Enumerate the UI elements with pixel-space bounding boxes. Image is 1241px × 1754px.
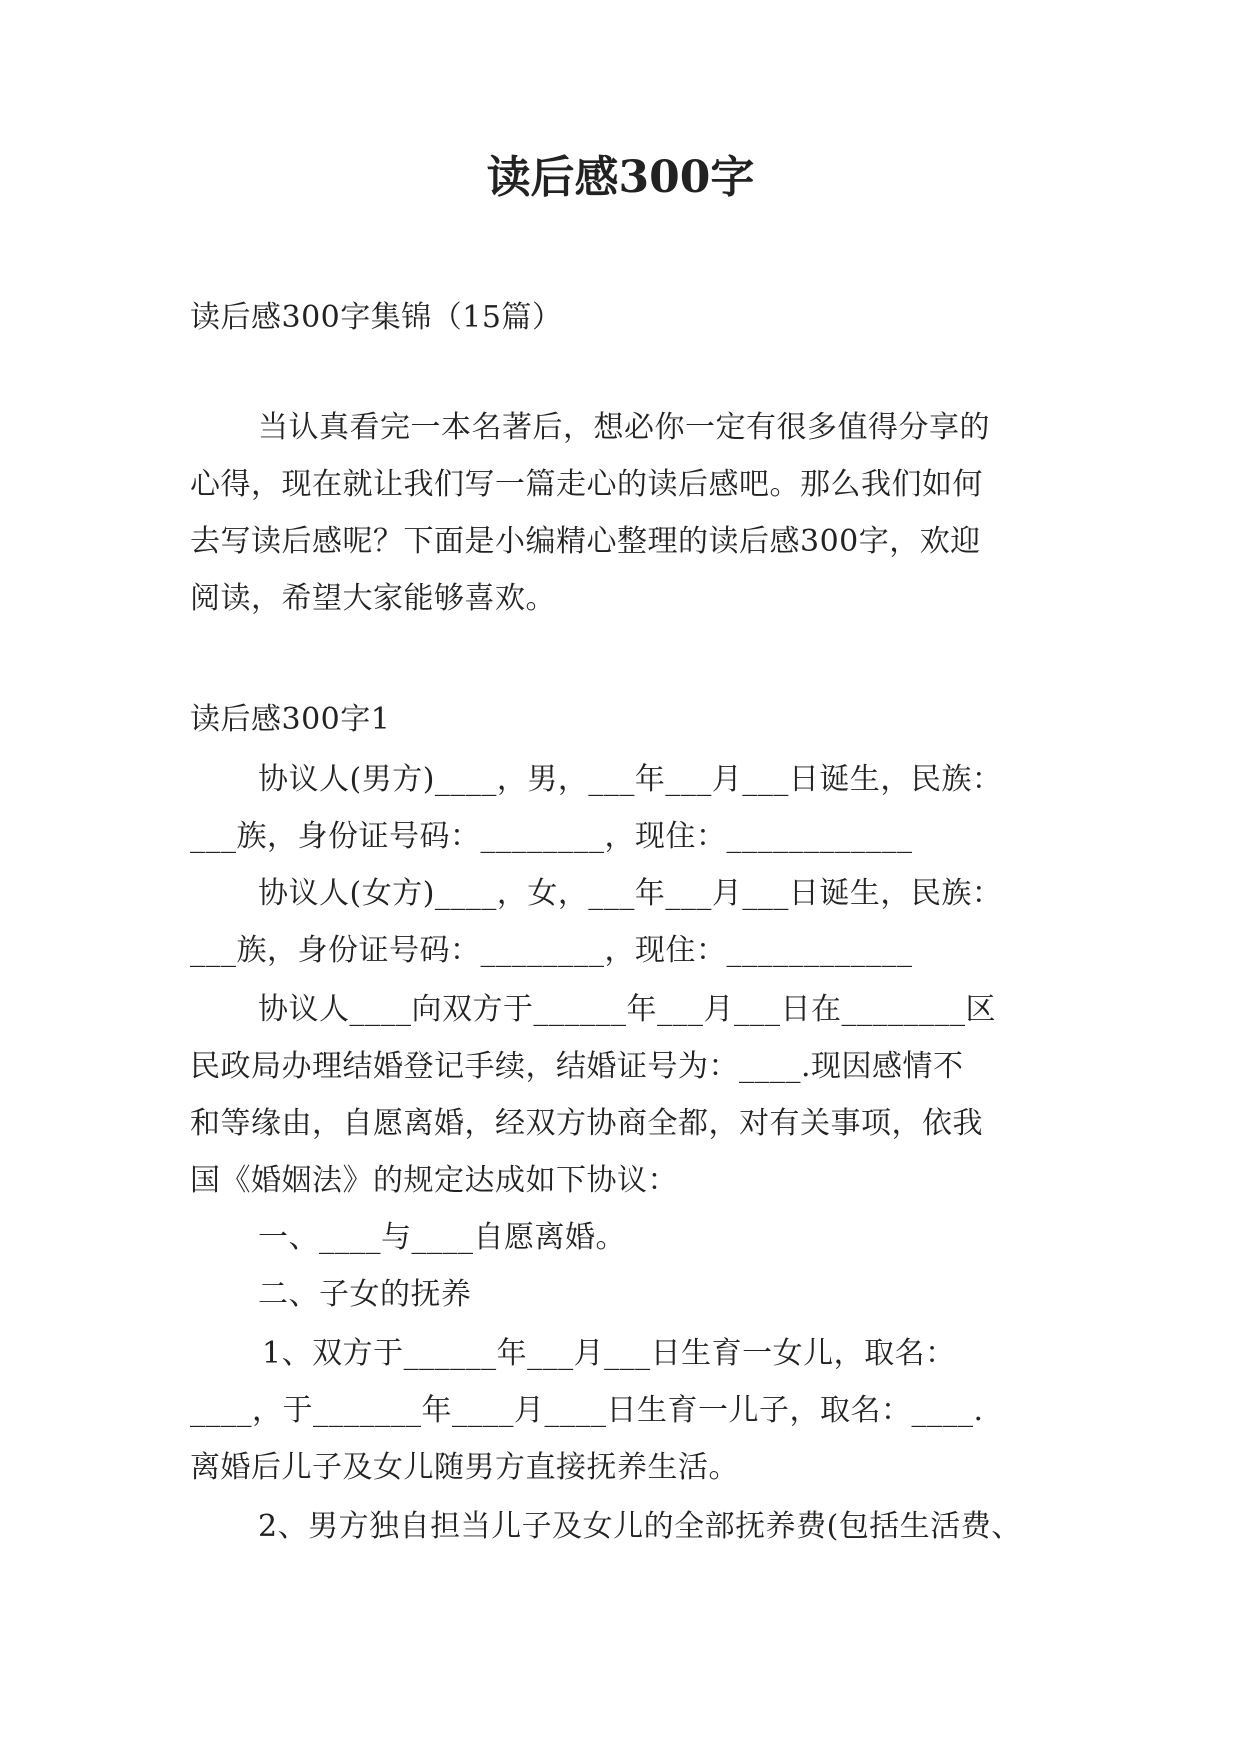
body-line: 2、男方独自担当儿子及女儿的全部抚养费(包括生活费、	[258, 1509, 1022, 1544]
body-line: 1、双方于______年___月___日生育一女儿，取名：	[262, 1336, 956, 1371]
intro-line: 心得，现在就让我们写一篇走心的读后感吧。那么我们如何	[190, 467, 983, 502]
body-line: 一、____与____自愿离婚。	[258, 1220, 626, 1255]
body-line: 离婚后儿子及女儿随男方直接抚养生活。	[190, 1450, 739, 1485]
document-title: 读后感300字	[486, 152, 755, 203]
body-line: ___族，身份证号码：________，现住：____________	[190, 933, 913, 968]
body-line: 协议人(男方)____，男，___年___月___日诞生，民族：	[258, 762, 1003, 797]
intro-line: 当认真看完一本名著后，想必你一定有很多值得分享的	[258, 410, 990, 445]
body-line: ____，于_______年____月____日生育一儿子，取名：____.	[190, 1393, 984, 1428]
section-heading: 读后感300字1	[190, 702, 391, 737]
intro-line: 去写读后感呢？下面是小编精心整理的读后感300字，欢迎	[190, 524, 981, 559]
body-line: ___族，身份证号码：________，现住：____________	[190, 819, 913, 854]
body-line: 协议人(女方)____，女，___年___月___日诞生，民族：	[258, 876, 1003, 911]
intro-line: 阅读，希望大家能够喜欢。	[190, 581, 556, 616]
body-line: 和等缘由，自愿离婚，经双方协商全都，对有关事项，依我	[190, 1106, 983, 1141]
document-subtitle: 读后感300字集锦（15篇）	[190, 300, 563, 335]
body-line: 协议人____向双方于______年___月___日在________区	[258, 992, 996, 1027]
body-line: 国《婚姻法》的规定达成如下协议：	[190, 1163, 678, 1198]
body-line: 二、子女的抚养	[258, 1277, 472, 1312]
body-line: 民政局办理结婚登记手续，结婚证号为：____.现因感情不	[190, 1049, 964, 1084]
